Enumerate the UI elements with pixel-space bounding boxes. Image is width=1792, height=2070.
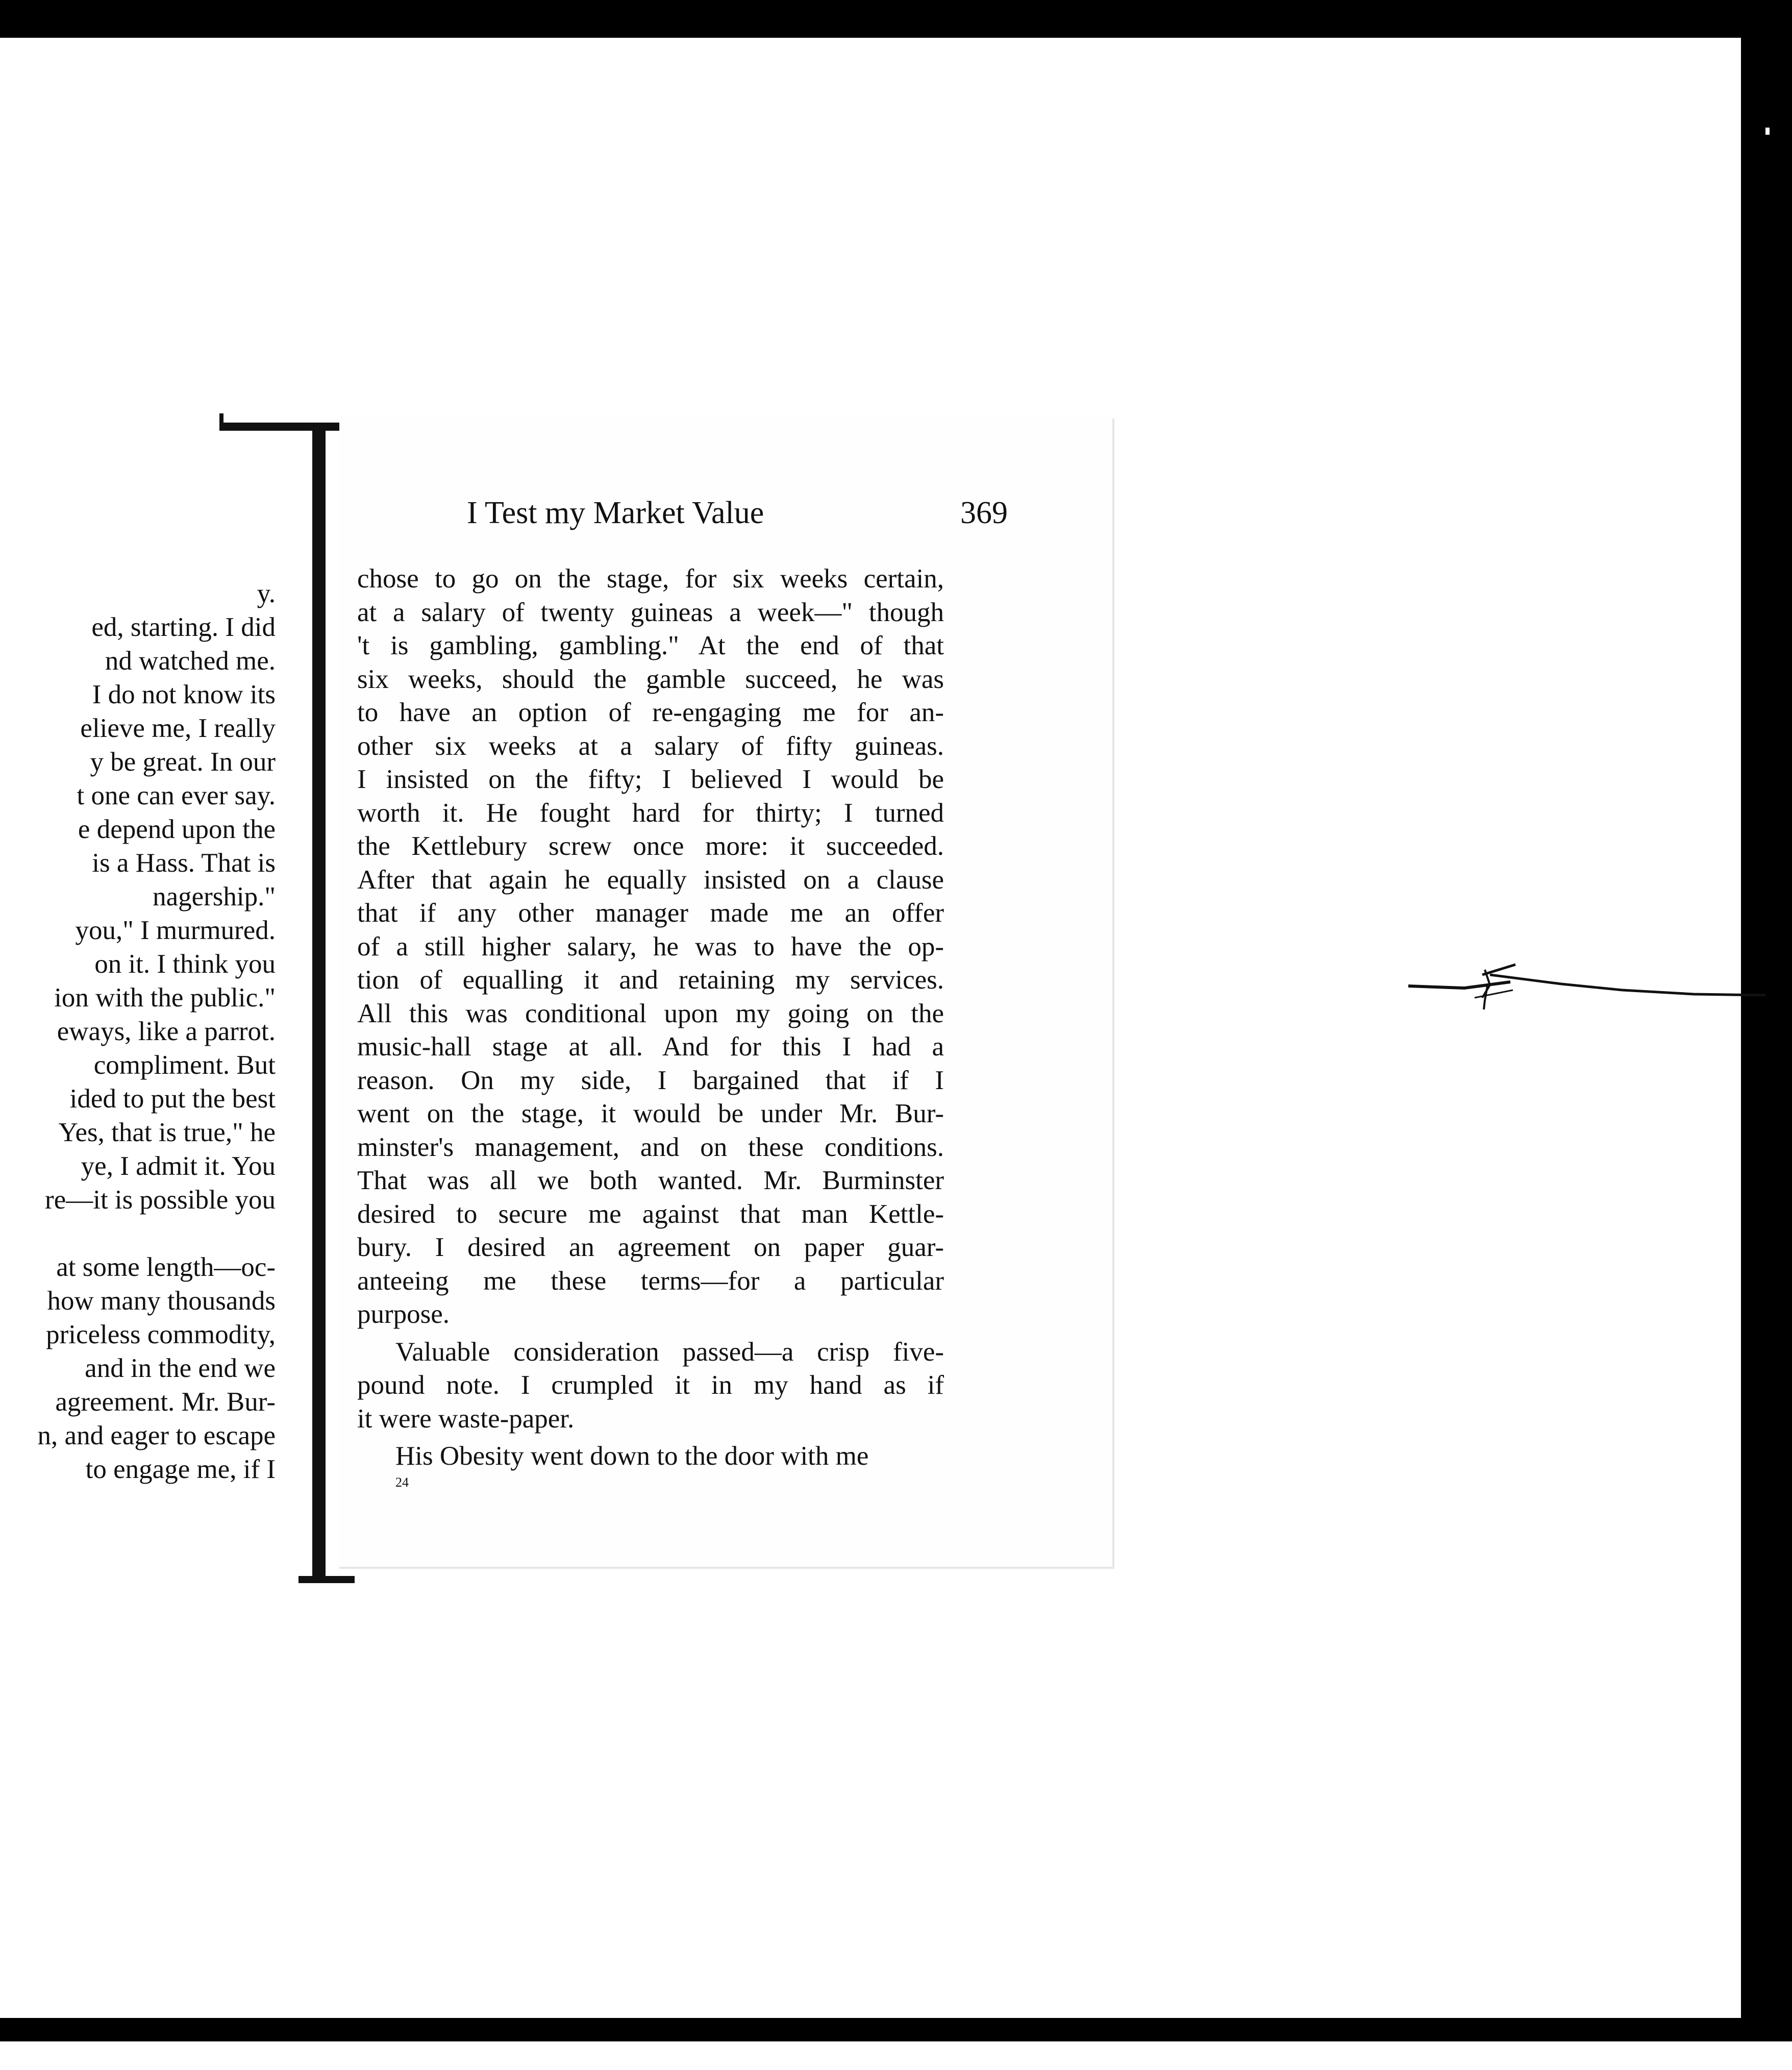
running-head-title: I Test my Market Value — [467, 496, 764, 530]
text-line: to have an option of re-engaging me for an- — [357, 698, 944, 727]
left-page-line: y. — [257, 579, 276, 608]
left-page-line: compliment. But — [93, 1050, 276, 1080]
left-page-line: how many thousands — [47, 1286, 276, 1316]
left-page-line: ye, I admit it. You — [81, 1151, 276, 1181]
left-page-line: Yes, that is true," he — [58, 1118, 276, 1147]
text-line: His Obesity went down to the door with me — [395, 1441, 869, 1471]
gutter-top-edge — [219, 423, 347, 431]
left-page-line: y be great. In our — [90, 747, 276, 777]
left-page-line: to engage me, if I — [85, 1455, 276, 1484]
left-page-line: re—it is possible you — [45, 1185, 276, 1215]
text-line: worth it. He fought hard for thirty; I turned — [357, 798, 944, 828]
left-page-line: on it. I think you — [94, 949, 276, 979]
text-line: anteeing me these terms—for a particular — [357, 1266, 944, 1296]
left-page-line: you," I murmured. — [75, 916, 276, 945]
gutter-shadow — [312, 427, 326, 1580]
text-line: Valuable consideration passed—a crisp five- — [395, 1337, 944, 1367]
text-line: the Kettlebury screw once more: it succeeded. — [357, 831, 944, 861]
gutter-bottom-edge — [298, 1576, 355, 1583]
left-page-line: nd watched me. — [105, 646, 276, 676]
left-page-line: ed, starting. I did — [91, 612, 276, 642]
right-page — [339, 418, 1114, 1569]
text-line: desired to secure me against that man Kettle- — [357, 1199, 944, 1229]
body-text — [357, 562, 944, 1473]
left-page-line: n, and eager to escape — [37, 1421, 276, 1450]
text-line: six weeks, should the gamble succeed, he was — [357, 664, 944, 694]
left-page-line: ided to put the best — [69, 1084, 276, 1114]
signature-mark: 24 — [395, 1475, 409, 1490]
left-page-line: is a Hass. That is — [92, 848, 276, 878]
edge-tick — [1765, 128, 1770, 135]
left-page-line: and in the end we — [85, 1353, 276, 1383]
text-line: After that again he equally insisted on a clause — [357, 865, 944, 895]
text-line: bury. I desired an agreement on paper guar- — [357, 1233, 944, 1262]
text-line: at a salary of twenty guineas a week—" though — [357, 597, 944, 627]
paragraph-gap — [357, 1332, 944, 1336]
left-page-line: priceless commodity, — [46, 1320, 276, 1349]
text-line: music-hall stage at all. And for this I had a — [357, 1032, 944, 1062]
left-page-line: elieve me, I really — [80, 713, 276, 743]
pencil-mark — [1408, 949, 1765, 1021]
left-page-line: at some length—oc- — [56, 1252, 276, 1282]
text-line: other six weeks at a salary of fifty guineas. — [357, 731, 944, 761]
text-line: reason. On my side, I bargained that if I — [357, 1065, 944, 1095]
left-page-line: eways, like a parrot. — [57, 1017, 276, 1046]
left-page-line: e depend upon the — [78, 815, 276, 844]
text-line: that if any other manager made me an offer — [357, 898, 944, 928]
text-line: went on the stage, it would be under Mr. Bur- — [357, 1099, 944, 1128]
page-number: 369 — [960, 496, 1008, 530]
text-line: 't is gambling, gambling." At the end of that — [357, 631, 944, 660]
text-line: minster's management, and on these conditions. — [357, 1132, 944, 1162]
text-line: purpose. — [357, 1299, 450, 1329]
text-line: it were waste-paper. — [357, 1403, 575, 1434]
text-line: That was all we both wanted. Mr. Burminster — [357, 1166, 944, 1195]
bottom-edge-strip — [0, 2041, 1792, 2070]
text-line: All this was conditional upon my going on the — [357, 998, 944, 1028]
left-page-line: agreement. Mr. Bur- — [55, 1387, 276, 1417]
left-page-text — [0, 577, 276, 1486]
left-page-fragment — [0, 577, 276, 1490]
left-page-line: nagership." — [153, 882, 276, 911]
left-page-line: t one can ever say. — [77, 781, 276, 810]
paragraph-gap — [357, 1436, 944, 1440]
text-line: tion of equalling it and retaining my services. — [357, 965, 944, 995]
text-line: pound note. I crumpled it in my hand as if — [357, 1370, 944, 1400]
text-line: chose to go on the stage, for six weeks certain, — [357, 564, 944, 594]
left-page-line: I do not know its — [92, 680, 276, 709]
text-line: of a still higher salary, he was to have the op- — [357, 931, 944, 962]
left-page-line — [0, 1217, 276, 1250]
left-page-line: ion with the public." — [54, 983, 276, 1013]
text-line: I insisted on the fifty; I believed I would be — [357, 765, 944, 794]
